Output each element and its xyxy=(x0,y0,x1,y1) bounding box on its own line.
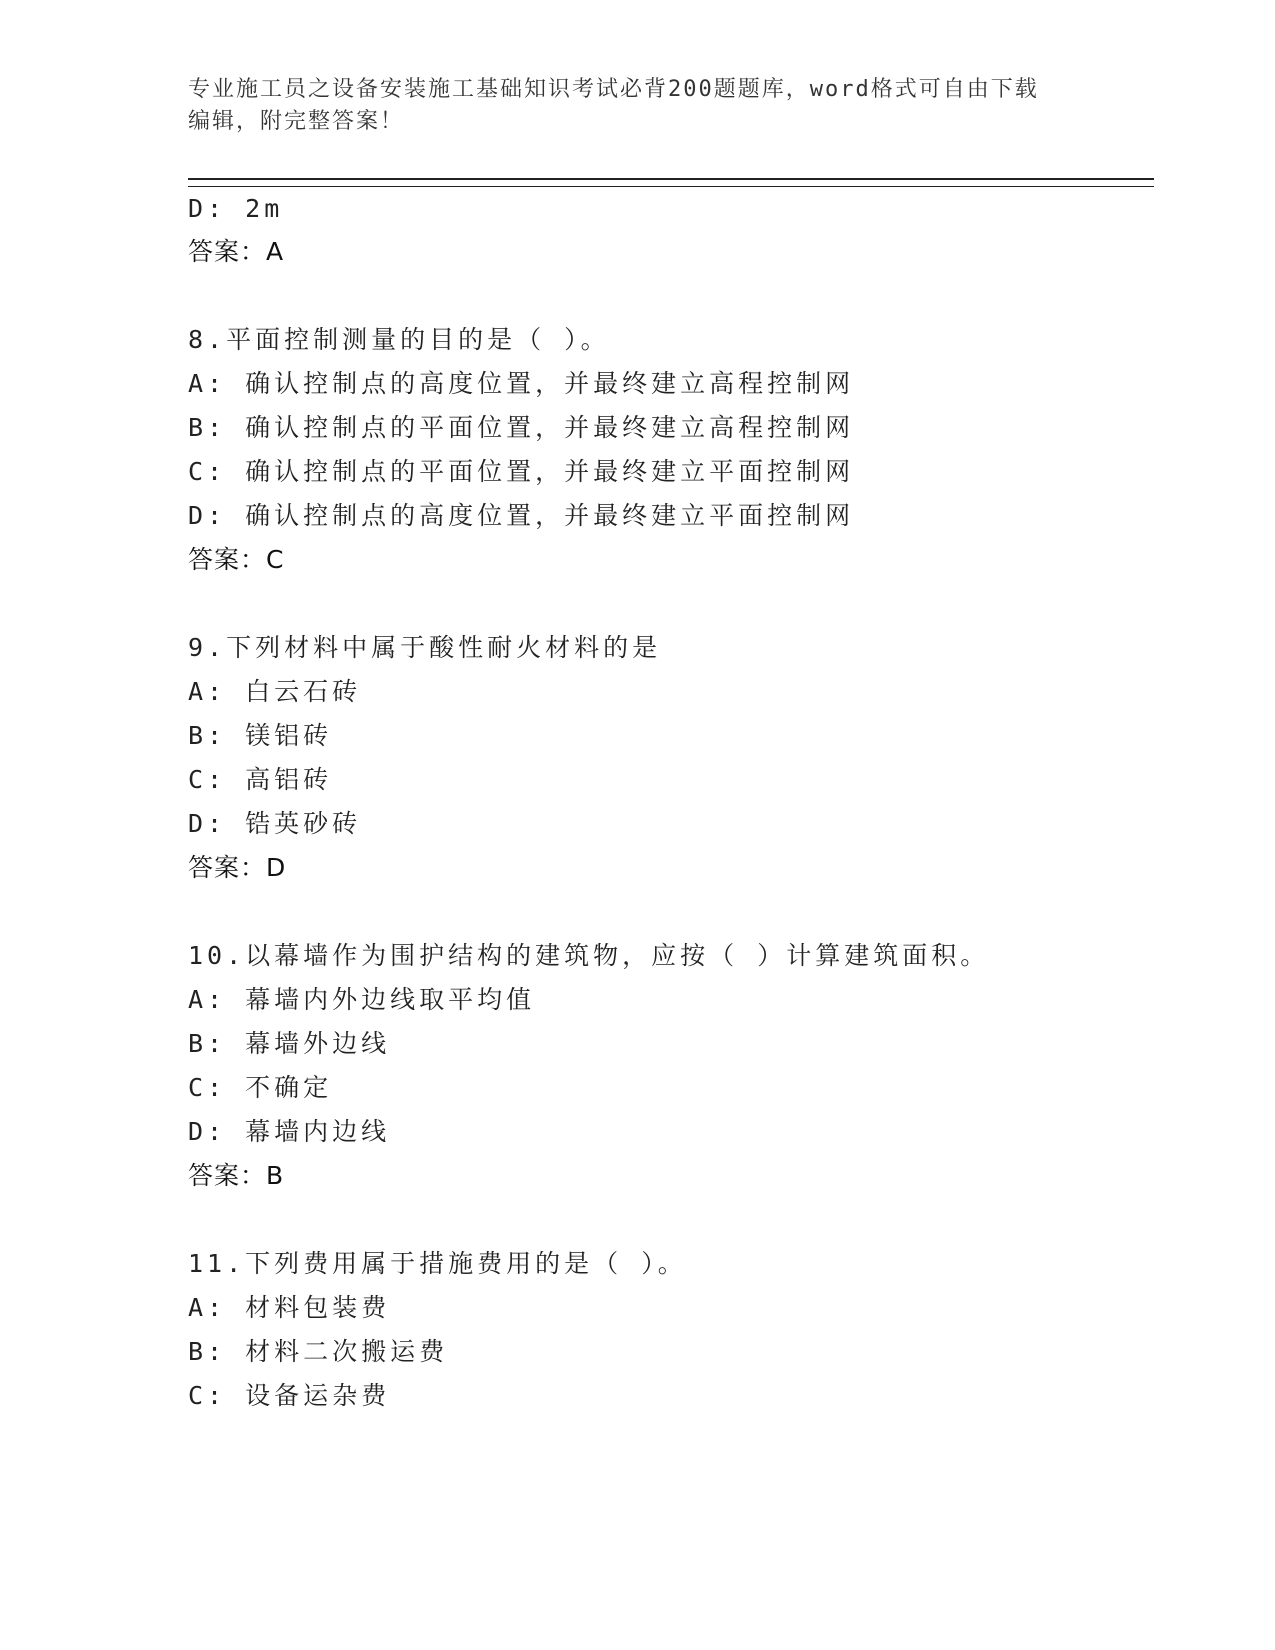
q9-option-d: D: 锆英砂砖 xyxy=(188,809,362,838)
q9-option-b: B: 镁铝砖 xyxy=(188,721,333,750)
header-title-line-1: 专业施工员之设备安装施工基础知识考试必背200题题库，word格式可自由下载 xyxy=(188,77,1039,102)
q9-option-a: A: 白云石砖 xyxy=(188,677,362,706)
q10-answer: 答案：B xyxy=(188,1161,285,1190)
q11-option-b: B: 材料二次搬运费 xyxy=(188,1337,449,1366)
q9-answer: 答案：D xyxy=(188,853,287,882)
q10-option-c: C: 不确定 xyxy=(188,1073,333,1102)
q10-option-b: B: 幕墙外边线 xyxy=(188,1029,391,1058)
prev-answer: 答案：A xyxy=(188,237,285,266)
q9-option-c: C: 高铝砖 xyxy=(188,765,333,794)
q8-option-a: A: 确认控制点的高度位置，并最终建立高程控制网 xyxy=(188,369,855,398)
header-divider xyxy=(188,178,1154,187)
q8-question: 8.平面控制测量的目的是（ ）。 xyxy=(188,325,610,354)
q8-option-b: B: 确认控制点的平面位置，并最终建立高程控制网 xyxy=(188,413,855,442)
q10-question: 10.以幕墙作为围护结构的建筑物，应按（ ）计算建筑面积。 xyxy=(188,941,990,970)
q8-option-d: D: 确认控制点的高度位置，并最终建立平面控制网 xyxy=(188,501,855,530)
q11-option-c: C: 设备运杂费 xyxy=(188,1381,391,1410)
q8-option-c: C: 确认控制点的平面位置，并最终建立平面控制网 xyxy=(188,457,855,486)
q9-question: 9.下列材料中属于酸性耐火材料的是 xyxy=(188,633,662,662)
q10-option-a: A: 幕墙内外边线取平均值 xyxy=(188,985,536,1014)
document-header xyxy=(188,74,1088,138)
prev-option-d: D: 2m xyxy=(188,194,284,223)
q8-answer: 答案：C xyxy=(188,545,285,574)
q11-question: 11.下列费用属于措施费用的是（ ）。 xyxy=(188,1249,687,1278)
q10-option-d: D: 幕墙内边线 xyxy=(188,1117,391,1146)
q11-option-a: A: 材料包装费 xyxy=(188,1293,391,1322)
header-title-line-2: 编辑，附完整答案！ xyxy=(188,109,405,134)
